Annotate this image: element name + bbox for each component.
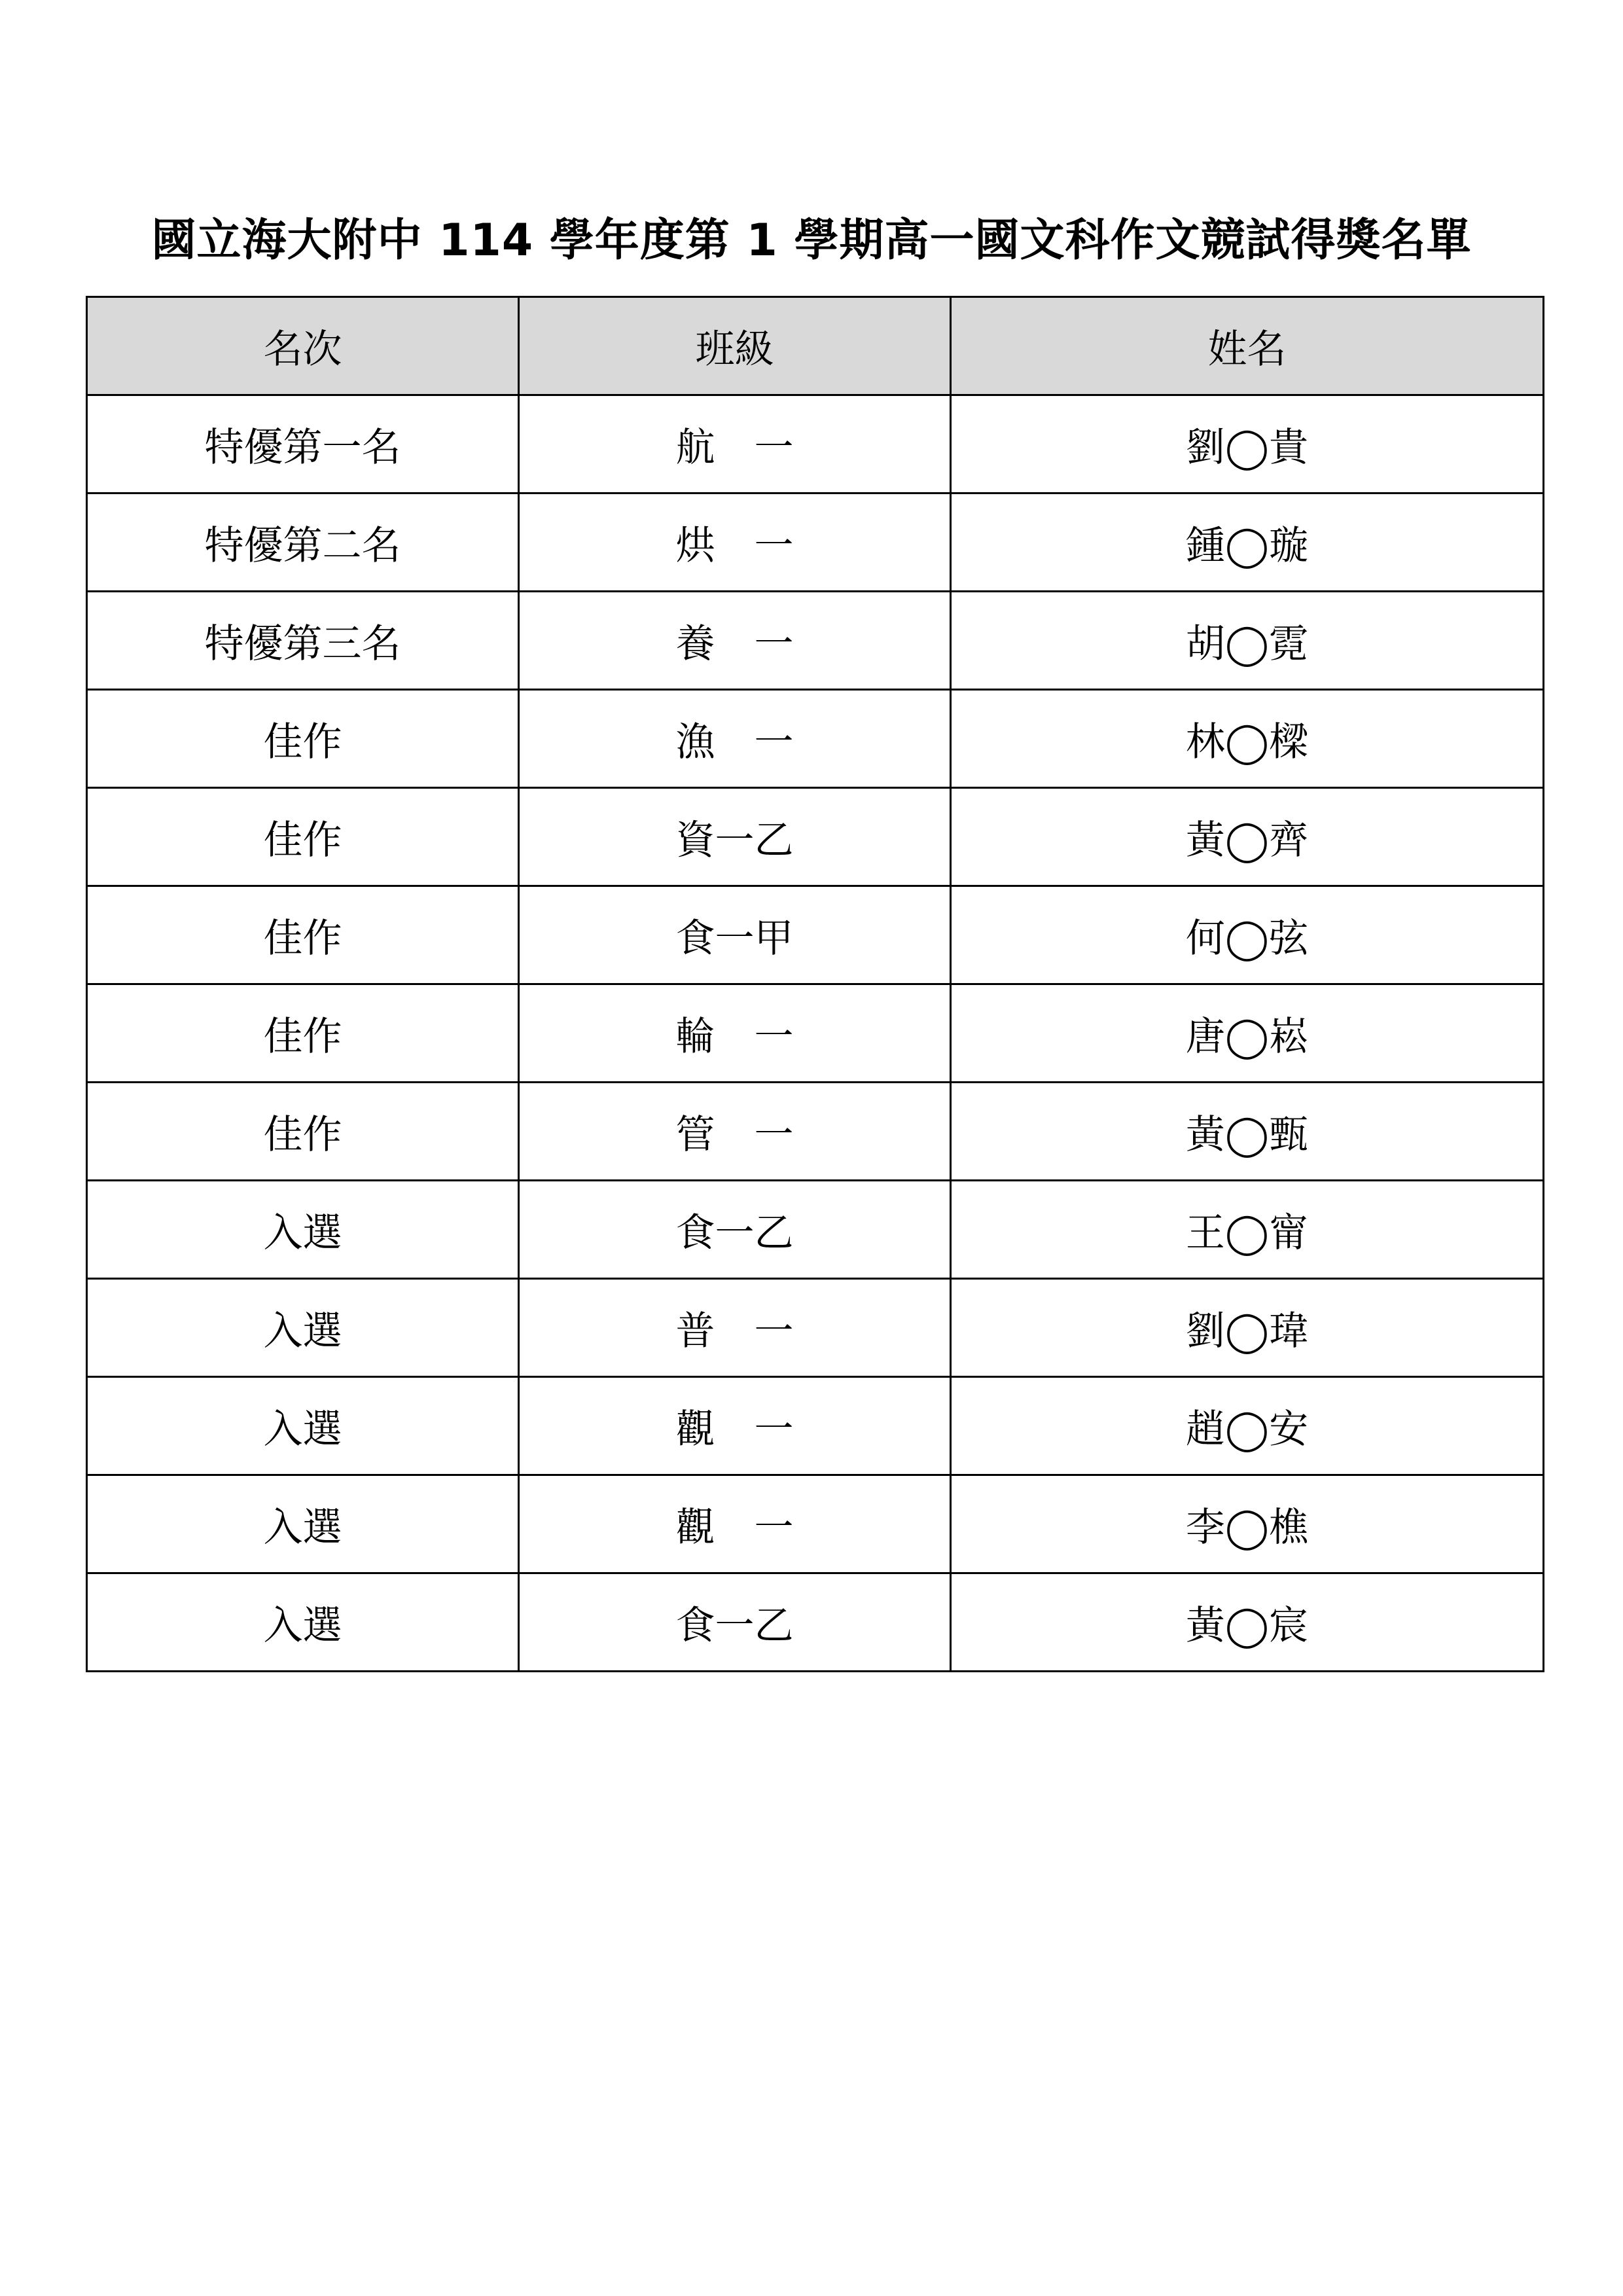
rank-cell: 佳作 bbox=[87, 886, 519, 984]
class-cell: 輪 一 bbox=[519, 984, 951, 1083]
table-row bbox=[87, 493, 1544, 592]
rank-cell: 特優第一名 bbox=[87, 395, 519, 493]
rank-cell: 入選 bbox=[87, 1279, 519, 1377]
name-cell: 黃◯宸 bbox=[951, 1573, 1544, 1672]
awards-table bbox=[86, 296, 1544, 1672]
table-row bbox=[87, 788, 1544, 886]
name-cell: 王◯甯 bbox=[951, 1181, 1544, 1279]
rank-cell: 佳作 bbox=[87, 1083, 519, 1181]
rank-cell: 入選 bbox=[87, 1573, 519, 1672]
class-cell: 食一乙 bbox=[519, 1181, 951, 1279]
table-row bbox=[87, 1475, 1544, 1573]
table-row bbox=[87, 886, 1544, 984]
rank-cell: 入選 bbox=[87, 1181, 519, 1279]
table-row bbox=[87, 984, 1544, 1083]
name-cell: 唐◯崧 bbox=[951, 984, 1544, 1083]
name-cell: 趙◯安 bbox=[951, 1377, 1544, 1475]
rank-cell: 佳作 bbox=[87, 984, 519, 1083]
table-row bbox=[87, 1279, 1544, 1377]
name-cell: 林◯樑 bbox=[951, 690, 1544, 788]
rank-cell: 入選 bbox=[87, 1377, 519, 1475]
rank-cell: 佳作 bbox=[87, 788, 519, 886]
class-cell: 食一乙 bbox=[519, 1573, 951, 1672]
class-cell: 漁 一 bbox=[519, 690, 951, 788]
name-cell: 胡◯霓 bbox=[951, 592, 1544, 690]
class-cell: 烘 一 bbox=[519, 493, 951, 592]
class-cell: 資一乙 bbox=[519, 788, 951, 886]
name-cell: 何◯弦 bbox=[951, 886, 1544, 984]
page-title: 國立海大附中 114 學年度第 1 學期高一國文科作文競試得獎名單 bbox=[151, 215, 1472, 266]
class-cell: 管 一 bbox=[519, 1083, 951, 1181]
header-name: 姓名 bbox=[951, 297, 1544, 395]
class-cell: 觀 一 bbox=[519, 1377, 951, 1475]
table-row bbox=[87, 1083, 1544, 1181]
table-row bbox=[87, 1377, 1544, 1475]
name-cell: 劉◯瑋 bbox=[951, 1279, 1544, 1377]
class-cell: 食一甲 bbox=[519, 886, 951, 984]
header-rank: 名次 bbox=[87, 297, 519, 395]
name-cell: 劉◯貴 bbox=[951, 395, 1544, 493]
rank-cell: 特優第三名 bbox=[87, 592, 519, 690]
name-cell: 黃◯甄 bbox=[951, 1083, 1544, 1181]
class-cell: 普 一 bbox=[519, 1279, 951, 1377]
table-row bbox=[87, 395, 1544, 493]
header-class: 班級 bbox=[519, 297, 951, 395]
table-row bbox=[87, 592, 1544, 690]
table-row bbox=[87, 690, 1544, 788]
name-cell: 李◯樵 bbox=[951, 1475, 1544, 1573]
table-row bbox=[87, 1181, 1544, 1279]
rank-cell: 佳作 bbox=[87, 690, 519, 788]
class-cell: 觀 一 bbox=[519, 1475, 951, 1573]
class-cell: 航 一 bbox=[519, 395, 951, 493]
name-cell: 鍾◯璇 bbox=[951, 493, 1544, 592]
rank-cell: 入選 bbox=[87, 1475, 519, 1573]
rank-cell: 特優第二名 bbox=[87, 493, 519, 592]
table-row bbox=[87, 1573, 1544, 1672]
name-cell: 黃◯齊 bbox=[951, 788, 1544, 886]
table-header-row bbox=[87, 297, 1544, 395]
class-cell: 養 一 bbox=[519, 592, 951, 690]
